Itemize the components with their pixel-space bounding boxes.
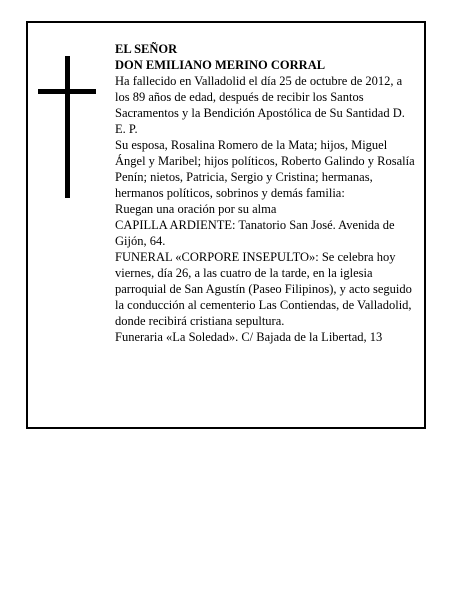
chapel-info: CAPILLA ARDIENTE: Tanatorio San José. Avenida de Gijón, 64. — [115, 218, 395, 248]
funeral-home-info: Funeraria «La Soledad». C/ Bajada de la Libertad, 13 — [115, 330, 383, 344]
family-list: Su esposa, Rosalina Romero de la Mata; hijos, Miguel Ángel y Maribel; hijos políticos, Roberto Galindo y Rosalía Penín; nietos, Patricia, Sergio y Cristina; hermanas, hermanos políticos, sobrinos y demás familia: — [115, 138, 415, 200]
title-line-1: EL SEÑOR — [115, 42, 178, 56]
cross-vertical-bar — [65, 56, 70, 198]
death-announcement: Ha fallecido en Valladolid el día 25 de octubre de 2012, a los 89 años de edad, después de recibir los Santos Sacramentos y la Bendición Apostólica de Su Santidad D. E. P. — [115, 74, 405, 136]
cross-icon — [38, 56, 96, 198]
deceased-name: DON EMILIANO MERINO CORRAL — [115, 58, 326, 72]
prayer-request: Ruegan una oración por su alma — [115, 202, 277, 216]
funeral-info: FUNERAL «CORPORE INSEPULTO»: Se celebra hoy viernes, día 26, a las cuatro de la tarde, en la iglesia parroquial de San Agustín (Paseo Filipinos), y acto seguido la conducción al cementerio Las Contiendas, de Valladolid, donde recibirá cristiana sepultura. — [115, 250, 412, 328]
obituary-notice — [26, 21, 426, 429]
obituary-text — [115, 41, 418, 345]
cross-horizontal-bar — [38, 89, 96, 94]
